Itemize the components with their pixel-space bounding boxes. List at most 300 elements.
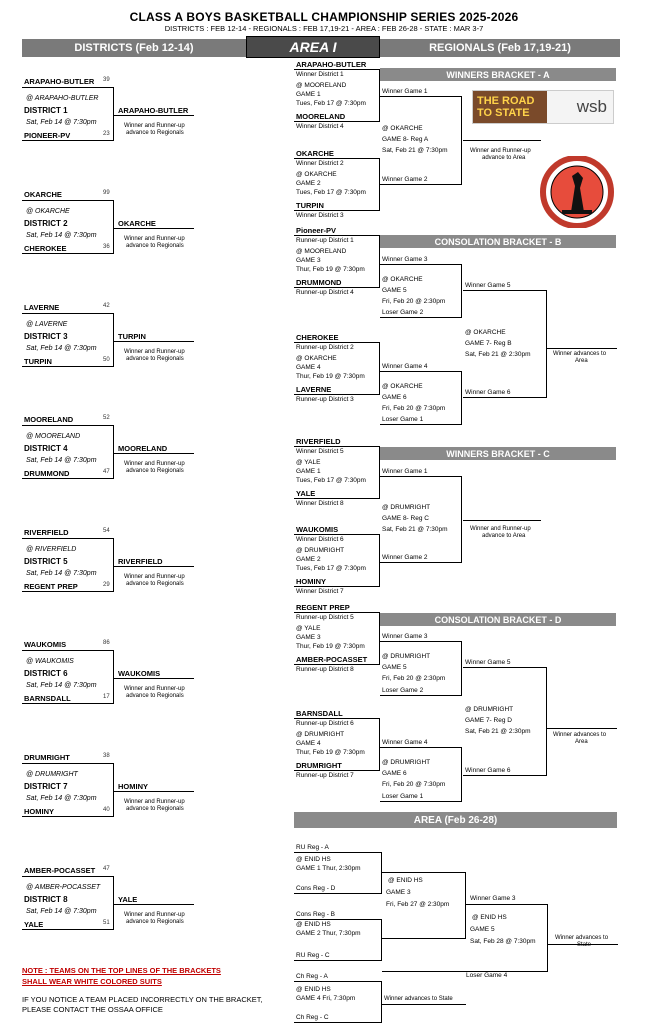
district-top-seed: 86 [103,640,110,646]
game-top-line [294,852,382,853]
game-number: GAME 8- Reg A [382,136,429,143]
district-bottom-line [22,253,114,254]
advance-note-line1: Winner and Runner-up [470,526,531,532]
district-winner: TURPIN [118,332,146,341]
district-name: DISTRICT 4 [24,444,68,453]
area-g1-game: GAME 1 Thur, 2:30pm [296,865,361,872]
game-site: @ DRUMRIGHT [296,547,345,554]
advance-line [463,520,541,521]
consolation-bracket-d-header: CONSOLATION BRACKET - D [380,613,616,626]
area-title: AREA I [246,36,380,58]
district-winner: WAUKOMIS [118,669,161,678]
area-g1-site: @ ENID HS [296,856,331,863]
game-top-line [380,641,462,642]
district-date: Sat, Feb 14 @ 7:30pm [26,570,97,577]
game-bracket-vertical [461,371,462,424]
advance-note-line1: Winner and Runner-up [124,912,185,918]
area-g4-top: Ch Reg - A [296,973,328,980]
district-bottom-line [22,929,114,930]
advance-note-line2: advance to Area [482,155,526,161]
game-bottom-line [463,397,547,398]
district-name: DISTRICT 3 [24,332,68,341]
game-seed-bottom: Runner-up District 3 [296,396,354,403]
district-bottom-seed: 36 [103,244,110,250]
game-seed-top: Winner District 6 [296,536,344,543]
game-top-line [466,904,548,905]
area-bracket-header: AREA (Feb 26-28) [294,812,617,828]
game-top-line [463,667,547,668]
advance-note-line1: Winner and Runner-up [470,148,531,154]
district-top-line [22,200,114,201]
district-site: @ LAVERNE [26,321,68,328]
game-bracket-vertical [379,718,380,770]
game-number: GAME 4 [296,364,321,371]
district-top-team: OKARCHE [24,190,62,199]
district-top-team: RIVERFIELD [24,528,69,537]
consolation-bracket-b-header: CONSOLATION BRACKET - B [380,235,616,248]
road-to-state-logo [472,90,614,124]
game-bracket-vertical [461,96,462,184]
advance-note-line1: Winner advances to [553,732,607,738]
game-team-bottom: DRUMRIGHT [296,761,342,770]
advance-note-line2: Area [575,358,588,364]
district-top-team: AMBER-POCASSET [24,866,96,875]
advance-note-line1: Winner advances to [555,935,609,941]
game-bracket-vertical [379,235,380,287]
game-number: GAME 2 [296,556,321,563]
district-top-seed: 99 [103,190,110,196]
game-team-top: ARAPAHO-BUTLER [296,60,367,69]
game-bottom-line [382,938,466,939]
game-feed-bottom: Winner Game 6 [465,767,511,774]
game-team-bottom: MOORELAND [296,112,346,121]
area-g2-site: @ ENID HS [296,921,331,928]
district-bracket-vertical [113,650,114,704]
district-name: DISTRICT 6 [24,669,68,678]
game-top-line [380,264,462,265]
district-bottom-seed: 50 [103,357,110,363]
district-winner-line [114,678,194,679]
district-bottom-seed: 29 [103,582,110,588]
district-top-team: DRUMRIGHT [24,753,70,762]
district-site: @ DRUMRIGHT [26,771,78,778]
footer-note-line1: NOTE : TEAMS ON THE TOP LINES OF THE BRACKETS [22,966,221,975]
game-site: @ YALE [296,625,321,632]
game-bracket-vertical [547,904,548,971]
game-top-line [380,96,462,97]
game-team-bottom: TURPIN [296,201,324,210]
game-bracket-vertical [546,290,547,397]
game-number: GAME 6 [382,393,407,401]
game-bottom-line [294,1022,382,1023]
district-name: DISTRICT 7 [24,782,68,791]
game-seed-bottom: Winner District 8 [296,500,344,507]
footer-info-line2: PLEASE CONTACT THE OSSAA OFFICE [22,1005,163,1014]
area-g2-top: Cons Reg - B [296,911,336,918]
district-winner-line [114,341,194,342]
game-site: @ DRUMRIGHT [382,504,431,511]
game-feed-bottom: Winner Game 2 [382,176,428,183]
game-seed-bottom: Winner District 4 [296,123,344,130]
district-winner-line [114,115,194,116]
district-bottom-line [22,140,114,141]
area-g2-game: GAME 2 Thur, 7:30pm [296,930,361,937]
district-date: Sat, Feb 14 @ 7:30pm [26,682,97,689]
game-feed-bottom: Winner Game 6 [465,389,511,396]
game-date: Tues, Feb 17 @ 7:30pm [296,189,366,196]
game-date: Tues, Feb 17 @ 7:30pm [296,100,366,107]
game-date: Thur, Feb 19 @ 7:30pm [296,373,365,380]
game-date: Thur, Feb 19 @ 7:30pm [296,643,365,650]
ossaa-seal-icon [538,156,616,228]
game-feed-top: Winner Game 4 [382,363,428,370]
game-bottom-line [382,971,548,972]
advance-note-line2: advance to Regionals [126,919,184,925]
district-top-seed: 54 [103,528,110,534]
game-team-bottom: LAVERNE [296,385,332,394]
game-bottom-line [294,893,382,894]
game-bottom-line [380,184,462,185]
game-bottom-line [463,775,547,776]
district-date: Sat, Feb 14 @ 7:30pm [26,908,97,915]
advance-note-line1: Winner advances to [553,351,607,357]
game-team-top: REGENT PREP [296,603,350,612]
district-top-line [22,313,114,314]
game-seed-top: Runner-up District 2 [296,344,354,351]
district-name: DISTRICT 2 [24,219,68,228]
district-top-line [22,763,114,764]
game-number: GAME 3 [296,634,321,641]
game-date: Tues, Feb 17 @ 7:30pm [296,477,366,484]
area-g5-site: @ ENID HS [472,914,507,921]
game-date: Sat, Feb 21 @ 2:30pm [465,728,531,735]
road-logo-line1: THE ROAD [477,95,535,107]
district-top-line [22,87,114,88]
advance-note-line1: Winner and Runner-up [124,349,185,355]
district-winner: RIVERFIELD [118,557,163,566]
road-logo-line2: TO STATE [477,107,530,119]
district-bottom-seed: 51 [103,920,110,926]
game-bottom-line [380,801,462,802]
district-site: @ ARAPAHO-BUTLER [26,95,99,102]
district-winner: OKARCHE [118,219,156,228]
area-g5-top: Winner Game 3 [470,895,516,902]
district-winner-line [114,453,194,454]
district-bottom-team: HOMINY [24,807,54,816]
district-name: DISTRICT 5 [24,557,68,566]
area-g1-top: RU Reg - A [296,844,329,851]
district-site: @ RIVERFIELD [26,546,77,553]
game-seed-bottom: Runner-up District 8 [296,666,354,673]
game-site: @ DRUMRIGHT [296,731,345,738]
area-g5-date: Sat, Feb 28 @ 7:30pm [470,938,536,945]
district-date: Sat, Feb 14 @ 7:30pm [26,232,97,239]
game-number: GAME 2 [296,180,321,187]
game-seed-bottom: Runner-up District 7 [296,772,354,779]
district-bracket-vertical [113,538,114,592]
district-top-seed: 47 [103,866,110,872]
advance-note-line1: Winner and Runner-up [124,123,185,129]
district-bottom-line [22,591,114,592]
district-bottom-line [22,703,114,704]
game-site: @ YALE [296,459,321,466]
game-seed-top: Winner District 2 [296,160,344,167]
area-g1-bottom: Cons Reg - D [296,885,336,892]
district-winner-line [114,228,194,229]
wsb-logo-text: wsb [576,97,607,116]
district-bracket-vertical [113,425,114,479]
district-top-line [22,650,114,651]
game-bracket-vertical [461,476,462,562]
district-bottom-team: TURPIN [24,357,52,366]
game-team-top: WAUKOMIS [296,525,339,534]
game-feed-top: Winner Game 5 [465,282,511,289]
district-site: @ MOORELAND [26,433,81,440]
game-team-top: RIVERFIELD [296,437,341,446]
game-seed-top: Runner-up District 5 [296,614,354,621]
game-feed-top: Winner Game 1 [382,468,428,475]
area-g2-bottom: RU Reg - C [296,952,330,959]
game-seed-top: Winner District 5 [296,448,344,455]
game-feed-bottom: Loser Game 1 [382,416,424,423]
district-winner: YALE [118,895,138,904]
district-bottom-seed: 17 [103,694,110,700]
district-date: Sat, Feb 14 @ 7:30pm [26,345,97,352]
game-bracket-vertical [379,69,380,121]
district-bottom-seed: 40 [103,807,110,813]
advance-note-line2: advance to Regionals [126,243,184,249]
game-number: GAME 8- Reg C [382,515,429,522]
game-team-bottom: AMBER-POCASSET [296,655,368,664]
game-top-line [294,981,382,982]
district-top-team: MOORELAND [24,415,74,424]
district-site: @ OKARCHE [26,208,70,215]
game-team-bottom: DRUMMOND [296,278,342,287]
game-bracket-vertical [461,641,462,695]
game-number: GAME 5 [382,664,407,671]
area-g5-bottom: Loser Game 4 [466,972,508,979]
district-site: @ WAUKOMIS [26,658,74,665]
district-winner: MOORELAND [118,444,168,453]
game-team-top: CHEROKEE [296,333,339,342]
game-date: Fri, Feb 20 @ 7:30pm [382,781,446,788]
district-bottom-seed: 47 [103,469,110,475]
game-date: Fri, Feb 20 @ 2:30pm [382,675,446,682]
game-number: GAME 6 [382,770,407,777]
area-g4-game: GAME 4 Fri, 7:30pm [296,995,356,1002]
game-site: @ OKARCHE [382,275,423,283]
district-bottom-team: CHEROKEE [24,244,67,253]
districts-header: DISTRICTS (Feb 12-14) [22,39,246,57]
game-bracket-vertical [461,747,462,801]
game-feed-top: Winner Game 1 [382,88,428,95]
game-bracket-vertical [379,342,380,394]
advance-line [547,348,617,349]
game-top-line [380,747,462,748]
district-top-seed: 38 [103,753,110,759]
game-date: Thur, Feb 19 @ 7:30pm [296,749,365,756]
area-g5-game: GAME 5 [470,926,495,933]
district-date: Sat, Feb 14 @ 7:30pm [26,795,97,802]
game-seed-bottom: Winner District 7 [296,588,344,595]
advance-note-line1: Winner and Runner-up [124,799,185,805]
area-g3-site: @ ENID HS [388,877,423,884]
game-site: @ OKARCHE [296,171,337,178]
game-seed-top: Runner-up District 1 [296,237,354,244]
game-date: Tues, Feb 17 @ 7:30pm [296,565,366,572]
game-number: GAME 1 [296,468,321,475]
district-bracket-vertical [113,313,114,367]
game-bracket-vertical [379,534,380,586]
game-top-line [380,476,462,477]
game-bracket-vertical [546,667,547,775]
district-bottom-seed: 23 [103,131,110,137]
district-bottom-line [22,816,114,817]
game-bottom-line [380,562,462,563]
advance-note-line2: State [577,942,592,948]
game-bottom-line [380,695,462,696]
game-site: @ OKARCHE [465,328,506,336]
game-team-bottom: HOMINY [296,577,326,586]
game-seed-bottom: Runner-up District 4 [296,289,354,296]
winners-bracket-a-header: WINNERS BRACKET - A [380,68,616,81]
district-bracket-vertical [113,200,114,254]
game-site: @ DRUMRIGHT [382,759,431,766]
area-g4-bottom: Ch Reg - C [296,1014,329,1021]
district-bracket-vertical [113,763,114,817]
game-top-line [463,290,547,291]
game-number: GAME 3 [296,257,321,264]
advance-note-line1: Winner and Runner-up [124,686,185,692]
district-winner-line [114,566,194,567]
advance-note-line2: advance to Regionals [126,581,184,587]
district-name: DISTRICT 8 [24,895,68,904]
game-site: @ OKARCHE [296,355,337,362]
advance-note-line2: advance to Regionals [126,468,184,474]
game-site: @ MOORELAND [296,82,347,89]
game-feed-top: Winner Game 5 [465,659,511,666]
advance-note-line2: advance to Regionals [126,693,184,699]
district-date: Sat, Feb 14 @ 7:30pm [26,119,97,126]
advance-note-line2: Area [575,739,588,745]
game-site: @ OKARCHE [382,382,423,390]
district-name: DISTRICT 1 [24,106,68,115]
game-date: Sat, Feb 21 @ 7:30pm [382,147,448,154]
advance-line [382,1004,466,1005]
game-team-top: BARNSDALL [296,709,343,718]
game-site: @ MOORELAND [296,248,347,255]
game-team-top: OKARCHE [296,149,334,158]
game-bottom-line [380,424,462,425]
game-bottom-line [294,960,382,961]
area-g3-game: GAME 3 [386,889,411,896]
game-number: GAME 1 [296,91,321,98]
game-site: @ DRUMRIGHT [382,653,431,660]
area-g4-advance: Winner advances to State [384,996,453,1002]
district-top-line [22,425,114,426]
advance-note-line1: Winner and Runner-up [124,574,185,580]
game-top-line [380,371,462,372]
game-seed-top: Runner-up District 6 [296,720,354,727]
game-date: Sat, Feb 21 @ 2:30pm [465,350,531,358]
district-site: @ AMBER-POCASSET [26,884,101,891]
game-feed-top: Winner Game 4 [382,739,428,746]
district-bottom-team: YALE [24,920,44,929]
district-bottom-team: DRUMMOND [24,469,70,478]
game-team-top: Pioneer-PV [296,226,337,235]
district-top-seed: 39 [103,77,110,83]
game-number: GAME 5 [382,286,407,294]
game-bracket-vertical [381,981,382,1022]
footer-note-line2: SHALL WEAR WHITE COLORED SUITS [22,977,162,986]
game-bracket-vertical [465,872,466,938]
game-feed-top: Winner Game 3 [382,256,428,263]
game-site: @ OKARCHE [382,125,423,132]
winners-bracket-c-header: WINNERS BRACKET - C [380,447,616,460]
advance-note-line1: Winner and Runner-up [124,461,185,467]
game-bracket-vertical [461,264,462,317]
advance-note-line1: Winner and Runner-up [124,236,185,242]
game-feed-bottom: Loser Game 2 [382,687,424,694]
game-date: Sat, Feb 21 @ 7:30pm [382,526,448,533]
district-bottom-line [22,366,114,367]
game-number: GAME 7- Reg B [465,339,512,347]
district-top-line [22,876,114,877]
district-bottom-team: REGENT PREP [24,582,78,591]
district-top-seed: 42 [103,303,110,309]
district-bottom-team: BARNSDALL [24,694,71,703]
game-bracket-vertical [381,919,382,960]
game-site: @ DRUMRIGHT [465,706,514,713]
game-number: GAME 4 [296,740,321,747]
district-winner: ARAPAHO-BUTLER [118,106,189,115]
district-winner: HOMINY [118,782,148,791]
game-team-bottom: YALE [296,489,316,498]
district-top-team: LAVERNE [24,303,60,312]
game-bracket-vertical [379,446,380,498]
game-date: Thur, Feb 19 @ 7:30pm [296,266,365,273]
district-bracket-vertical [113,87,114,141]
district-bottom-team: PIONEER-PV [24,131,71,140]
district-top-team: WAUKOMIS [24,640,67,649]
footer-info-line1: IF YOU NOTICE A TEAM PLACED INCORRECTLY ON THE BRACKET, [22,995,263,1004]
district-top-line [22,538,114,539]
game-bracket-vertical [379,612,380,664]
page-title: CLASS A BOYS BASKETBALL CHAMPIONSHIP SERIES 2025-2026 [129,10,519,24]
advance-note-line2: advance to Regionals [126,806,184,812]
game-date: Fri, Feb 20 @ 7:30pm [382,404,446,412]
district-bracket-vertical [113,876,114,930]
game-date: Fri, Feb 20 @ 2:30pm [382,297,446,305]
game-number: GAME 7- Reg D [465,717,512,724]
district-winner-line [114,791,194,792]
game-feed-bottom: Loser Game 1 [382,793,424,800]
schedule-subtitle: DISTRICTS : FEB 12-14 - REGIONALS : FEB 17,19-21 - AREA : FEB 26-28 - STATE : MAR 3-7 [164,24,484,33]
game-top-line [382,872,466,873]
district-bottom-line [22,478,114,479]
game-bottom-line [380,317,462,318]
game-seed-top: Winner District 1 [296,71,344,78]
game-feed-bottom: Loser Game 2 [382,309,424,316]
advance-line [547,728,617,729]
district-top-team: ARAPAHO-BUTLER [24,77,95,86]
area-g3-date: Fri, Feb 27 @ 2:30pm [386,901,450,908]
advance-note-line2: advance to Regionals [126,130,184,136]
district-winner-line [114,904,194,905]
advance-line [463,140,541,141]
advance-note-line2: advance to Regionals [126,356,184,362]
advance-note-line2: advance to Area [482,533,526,539]
